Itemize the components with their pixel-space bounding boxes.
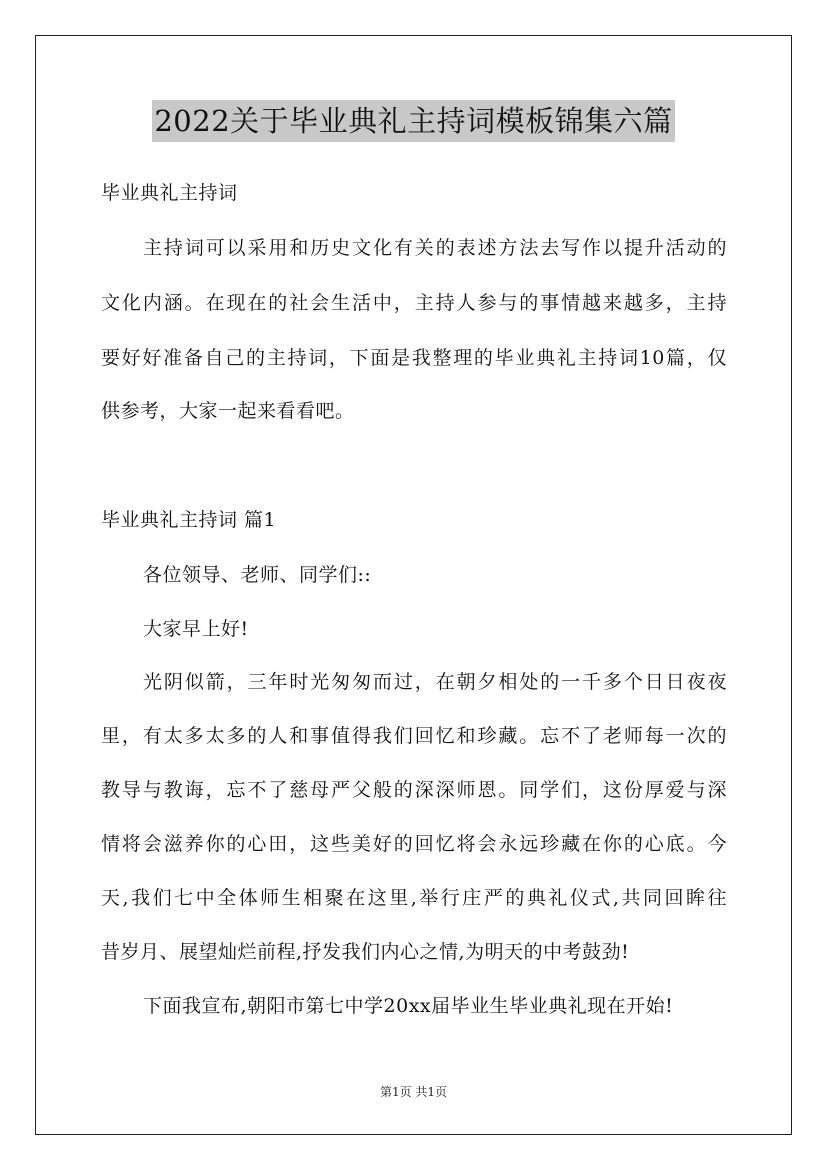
section-heading: 毕业典礼主持词 bbox=[101, 182, 238, 204]
intro-line-1: 主持词可以采用和历史文化有关的表述方法去写作以提升活动的 bbox=[143, 237, 727, 259]
body-line-6: 昔岁月、展望灿烂前程,抒发我们内心之情,为明天的中考鼓劲! bbox=[101, 941, 630, 963]
title-container bbox=[0, 100, 827, 142]
greeting-line: 各位领导、老师、同学们:: bbox=[143, 564, 372, 586]
page-footer: 第1页 共1页 bbox=[379, 1085, 448, 1099]
body-line-5: 天,我们七中全体师生相聚在这里,举行庄严的典礼仪式,共同回眸往 bbox=[101, 887, 727, 909]
intro-line-3: 要好好准备自己的主持词，下面是我整理的毕业典礼主持词10篇，仅 bbox=[101, 347, 727, 369]
body-line-4: 情将会滋养你的心田，这些美好的回忆将会永远珍藏在你的心底。今 bbox=[101, 833, 727, 855]
intro-line-2: 文化内涵。在现在的社会生活中，主持人参与的事情越来越多，主持 bbox=[101, 292, 727, 314]
morning-greeting: 大家早上好! bbox=[143, 618, 249, 640]
body-line-3: 教导与教诲，忘不了慈母严父般的深深师恩。同学们，这份厚爱与深 bbox=[101, 779, 727, 801]
intro-line-4: 供参考，大家一起来看看吧。 bbox=[101, 400, 355, 422]
section-heading: 毕业典礼主持词 篇1 bbox=[101, 509, 277, 531]
announcement-line: 下面我宣布,朝阳市第七中学20xx届毕业生毕业典礼现在开始! bbox=[143, 995, 674, 1017]
body-line-2: 里，有太多太多的人和事值得我们回忆和珍藏。忘不了老师每一次的 bbox=[101, 725, 727, 747]
body-line-1: 光阴似箭，三年时光匆匆而过，在朝夕相处的一千多个日日夜夜 bbox=[143, 671, 727, 693]
document-title: 2022关于毕业典礼主持词模板锦集六篇 bbox=[152, 100, 674, 142]
